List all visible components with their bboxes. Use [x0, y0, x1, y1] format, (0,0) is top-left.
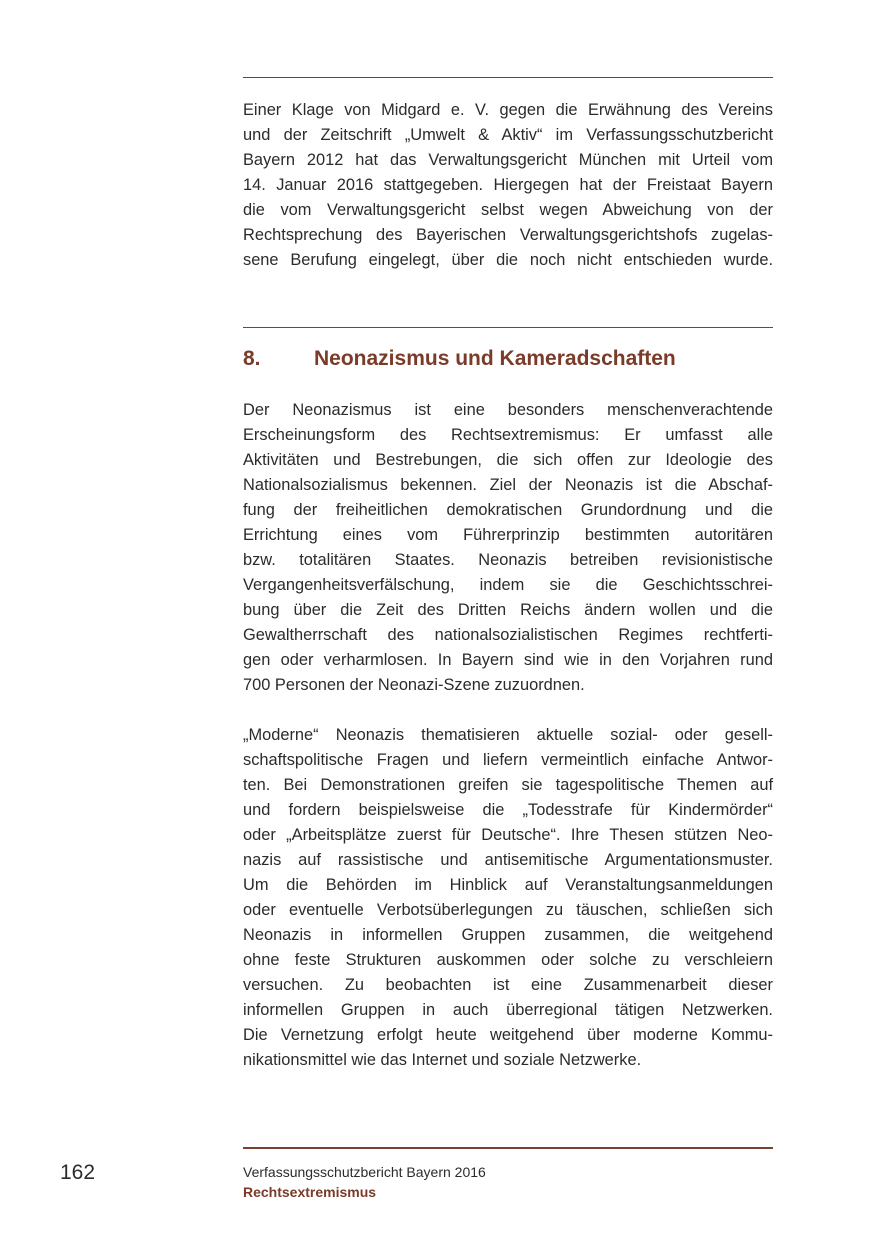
text-line: ten. Bei Demonstrationen greifen sie tagespolitische Themen auf	[243, 776, 773, 794]
footer-chapter: Rechtsextremismus	[243, 1184, 377, 1200]
text-line: bung über die Zeit des Dritten Reichs ändern wollen und die	[243, 601, 773, 619]
text-line: Rechtsprechung des Bayerischen Verwaltungsgerichtshofs zugelas-	[243, 226, 773, 244]
text-line: oder eventuelle Verbotsüberlegungen zu täuschen, schließen sich	[243, 901, 773, 919]
text-line: nazis auf rassistische und antisemitische Argumentationsmuster.	[243, 851, 773, 869]
text-line: gen oder verharmlosen. In Bayern sind wie in den Vorjahren rund	[243, 651, 773, 669]
text-line: Neonazis in informellen Gruppen zusammen, die weitgehend	[243, 926, 773, 944]
footer-divider	[243, 1147, 773, 1149]
text-line: ohne feste Strukturen auskommen oder solche zu verschleiern	[243, 951, 773, 969]
text-line: Vergangenheitsverfälschung, indem sie die Geschichtsschrei-	[243, 576, 773, 594]
text-line: versuchen. Zu beobachten ist eine Zusammenarbeit dieser	[243, 976, 773, 994]
text-line: nikationsmittel wie das Internet und soziale Netzwerke.	[243, 1051, 642, 1069]
text-line: „Moderne“ Neonazis thematisieren aktuelle sozial- oder gesell-	[243, 726, 773, 744]
text-line: Um die Behörden im Hinblick auf Veranstaltungsanmeldungen	[243, 876, 773, 894]
text-line: Bayern 2012 hat das Verwaltungsgericht München mit Urteil vom	[243, 151, 773, 169]
text-line: 14. Januar 2016 stattgegeben. Hiergegen hat der Freistaat Bayern	[243, 176, 773, 194]
section-heading	[243, 344, 773, 374]
text-line: 700 Personen der Neonazi-Szene zuzuordnen.	[243, 676, 585, 694]
footer-publication: Verfassungsschutzbericht Bayern 2016	[243, 1164, 486, 1180]
modern-neonazis-paragraph	[243, 723, 773, 1073]
text-line: informellen Gruppen in auch überregional tätigen Netzwerken.	[243, 1001, 773, 1019]
section-title: Neonazismus und Kameradschaften	[314, 347, 676, 370]
text-line: Einer Klage von Midgard e. V. gegen die Erwähnung des Vereins	[243, 101, 773, 119]
text-line: fung der freiheitlichen demokratischen Grundordnung und die	[243, 501, 773, 519]
text-line: und der Zeitschrift „Umwelt & Aktiv“ im Verfassungsschutzbericht	[243, 126, 773, 144]
text-line: Aktivitäten und Bestrebungen, die sich offen zur Ideologie des	[243, 451, 773, 469]
text-line: die vom Verwaltungsgericht selbst wegen Abweichung von der	[243, 201, 773, 219]
section-divider	[243, 327, 773, 328]
text-line: Errichtung eines vom Führerprinzip bestimmten autoritären	[243, 526, 773, 544]
text-line: Die Vernetzung erfolgt heute weitgehend über moderne Kommu-	[243, 1026, 773, 1044]
text-line: Nationalsozialismus bekennen. Ziel der Neonazis ist die Abschaf-	[243, 476, 773, 494]
neonazism-definition-paragraph	[243, 398, 773, 698]
text-line: und fordern beispielsweise die „Todesstrafe für Kindermörder“	[243, 801, 773, 819]
intro-paragraph	[243, 98, 773, 273]
text-line: bzw. totalitären Staates. Neonazis betreiben revisionistische	[243, 551, 773, 569]
text-line: oder „Arbeitsplätze zuerst für Deutsche“. Ihre Thesen stützen Neo-	[243, 826, 773, 844]
top-divider	[243, 77, 773, 78]
page-number: 162	[60, 1161, 96, 1184]
section-number: 8.	[243, 347, 261, 370]
text-line: Der Neonazismus ist eine besonders menschenverachtende	[243, 401, 773, 419]
text-line: schaftspolitische Fragen und liefern vermeintlich einfache Antwor-	[243, 751, 773, 769]
text-line: Gewaltherrschaft des nationalsozialistischen Regimes rechtferti-	[243, 626, 773, 644]
text-line: sene Berufung eingelegt, über die noch nicht entschieden wurde.	[243, 251, 773, 269]
text-line: Erscheinungsform des Rechtsextremismus: Er umfasst alle	[243, 426, 773, 444]
